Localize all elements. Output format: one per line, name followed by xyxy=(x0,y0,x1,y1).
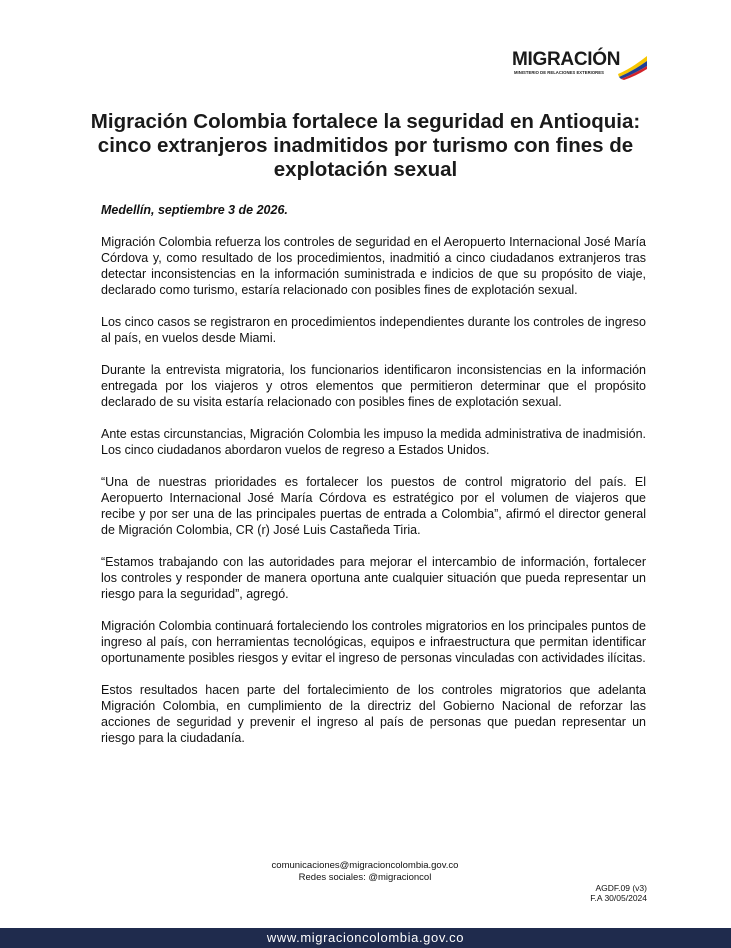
migracion-logo xyxy=(512,50,647,84)
article-title: Migración Colombia fortalece la seguridad en Antioquia: cinco extranjeros inadmitidos por turismo con fines de explotación sexual xyxy=(90,110,641,181)
social-handle: Redes sociales: @migracioncol xyxy=(298,872,432,883)
paragraph: Los cinco casos se registraron en procedimientos independientes durante los controles de ingreso al país, en vuelos desde Miami. xyxy=(101,315,646,345)
contact-block xyxy=(160,860,570,884)
paragraph: Migración Colombia continuará fortaleciendo los controles migratorios en los principales puntos de ingreso al país, con herramientas tecnológicas, equipos e infraestructura que permitan identificar oportunamente posibles riesgos y evitar el ingreso de personas vinculadas con actividades ilícitas. xyxy=(101,619,646,665)
paragraph: “Una de nuestras prioridades es fortalecer los puestos de control migratorio del país. El Aeropuerto Internacional José María Córdova es estratégico por el volumen de viajeros que recibe y por ser una de las principales puertas de entrada a Colombia”, afirmó el director general de Migración Colombia, CR (r) José Luis Castañeda Tiria. xyxy=(101,475,646,537)
paragraph: Estos resultados hacen parte del fortalecimiento de los controles migratorios que adelanta Migración Colombia, en cumplimiento de la directriz del Gobierno Nacional de reforzar las acciones de seguridad y prevenir el ingreso al país de personas que puedan representar un riesgo para la ciudadanía. xyxy=(101,683,646,745)
logo-subtitle: MINISTERIO DE RELACIONES EXTERIORES xyxy=(514,70,604,75)
paragraph: Ante estas circunstancias, Migración Colombia les impuso la medida administrativa de inadmisión. Los cinco ciudadanos abordaron vuelos de regreso a Estados Unidos. xyxy=(101,427,646,457)
paragraph: Migración Colombia refuerza los controles de seguridad en el Aeropuerto Internacional José María Córdova y, como resultado de los procedimientos, inadmitió a cinco ciudadanos extranjeros tras detectar inconsistencias en la información suministrada e indicios de que su propósito de viaje, declarado como turismo, estaría relacionado con posibles fines de explotación sexual. xyxy=(101,235,646,297)
document-reference xyxy=(590,883,647,903)
footer-url-link[interactable]: www.migracioncolombia.gov.co xyxy=(266,930,465,945)
document-code: AGDF.09 (v3) xyxy=(595,883,647,893)
paragraph: “Estamos trabajando con las autoridades para mejorar el intercambio de información, fortalecer los controles y responder de manera oportuna ante cualquier situación que pueda representar un riesgo para la seguridad”, agregó. xyxy=(101,555,646,601)
logo-wordmark: MIGRACIÓN xyxy=(512,49,621,70)
paragraph: Durante la entrevista migratoria, los funcionarios identificaron inconsistencias en la información entregada por los viajeros y otros elementos que permitieron determinar que el propósito declarado de su visita estaría relacionado con posibles fines de explotación sexual. xyxy=(101,363,646,409)
contact-email-link[interactable]: comunicaciones@migracioncolombia.gov.co xyxy=(271,860,459,871)
footer-bar xyxy=(0,928,731,948)
document-date: F.A 30/05/2024 xyxy=(590,893,647,903)
article-body xyxy=(101,234,646,762)
flag-swoosh-icon xyxy=(616,54,648,80)
dateline: Medellín, septiembre 3 de 2026. xyxy=(101,203,288,217)
